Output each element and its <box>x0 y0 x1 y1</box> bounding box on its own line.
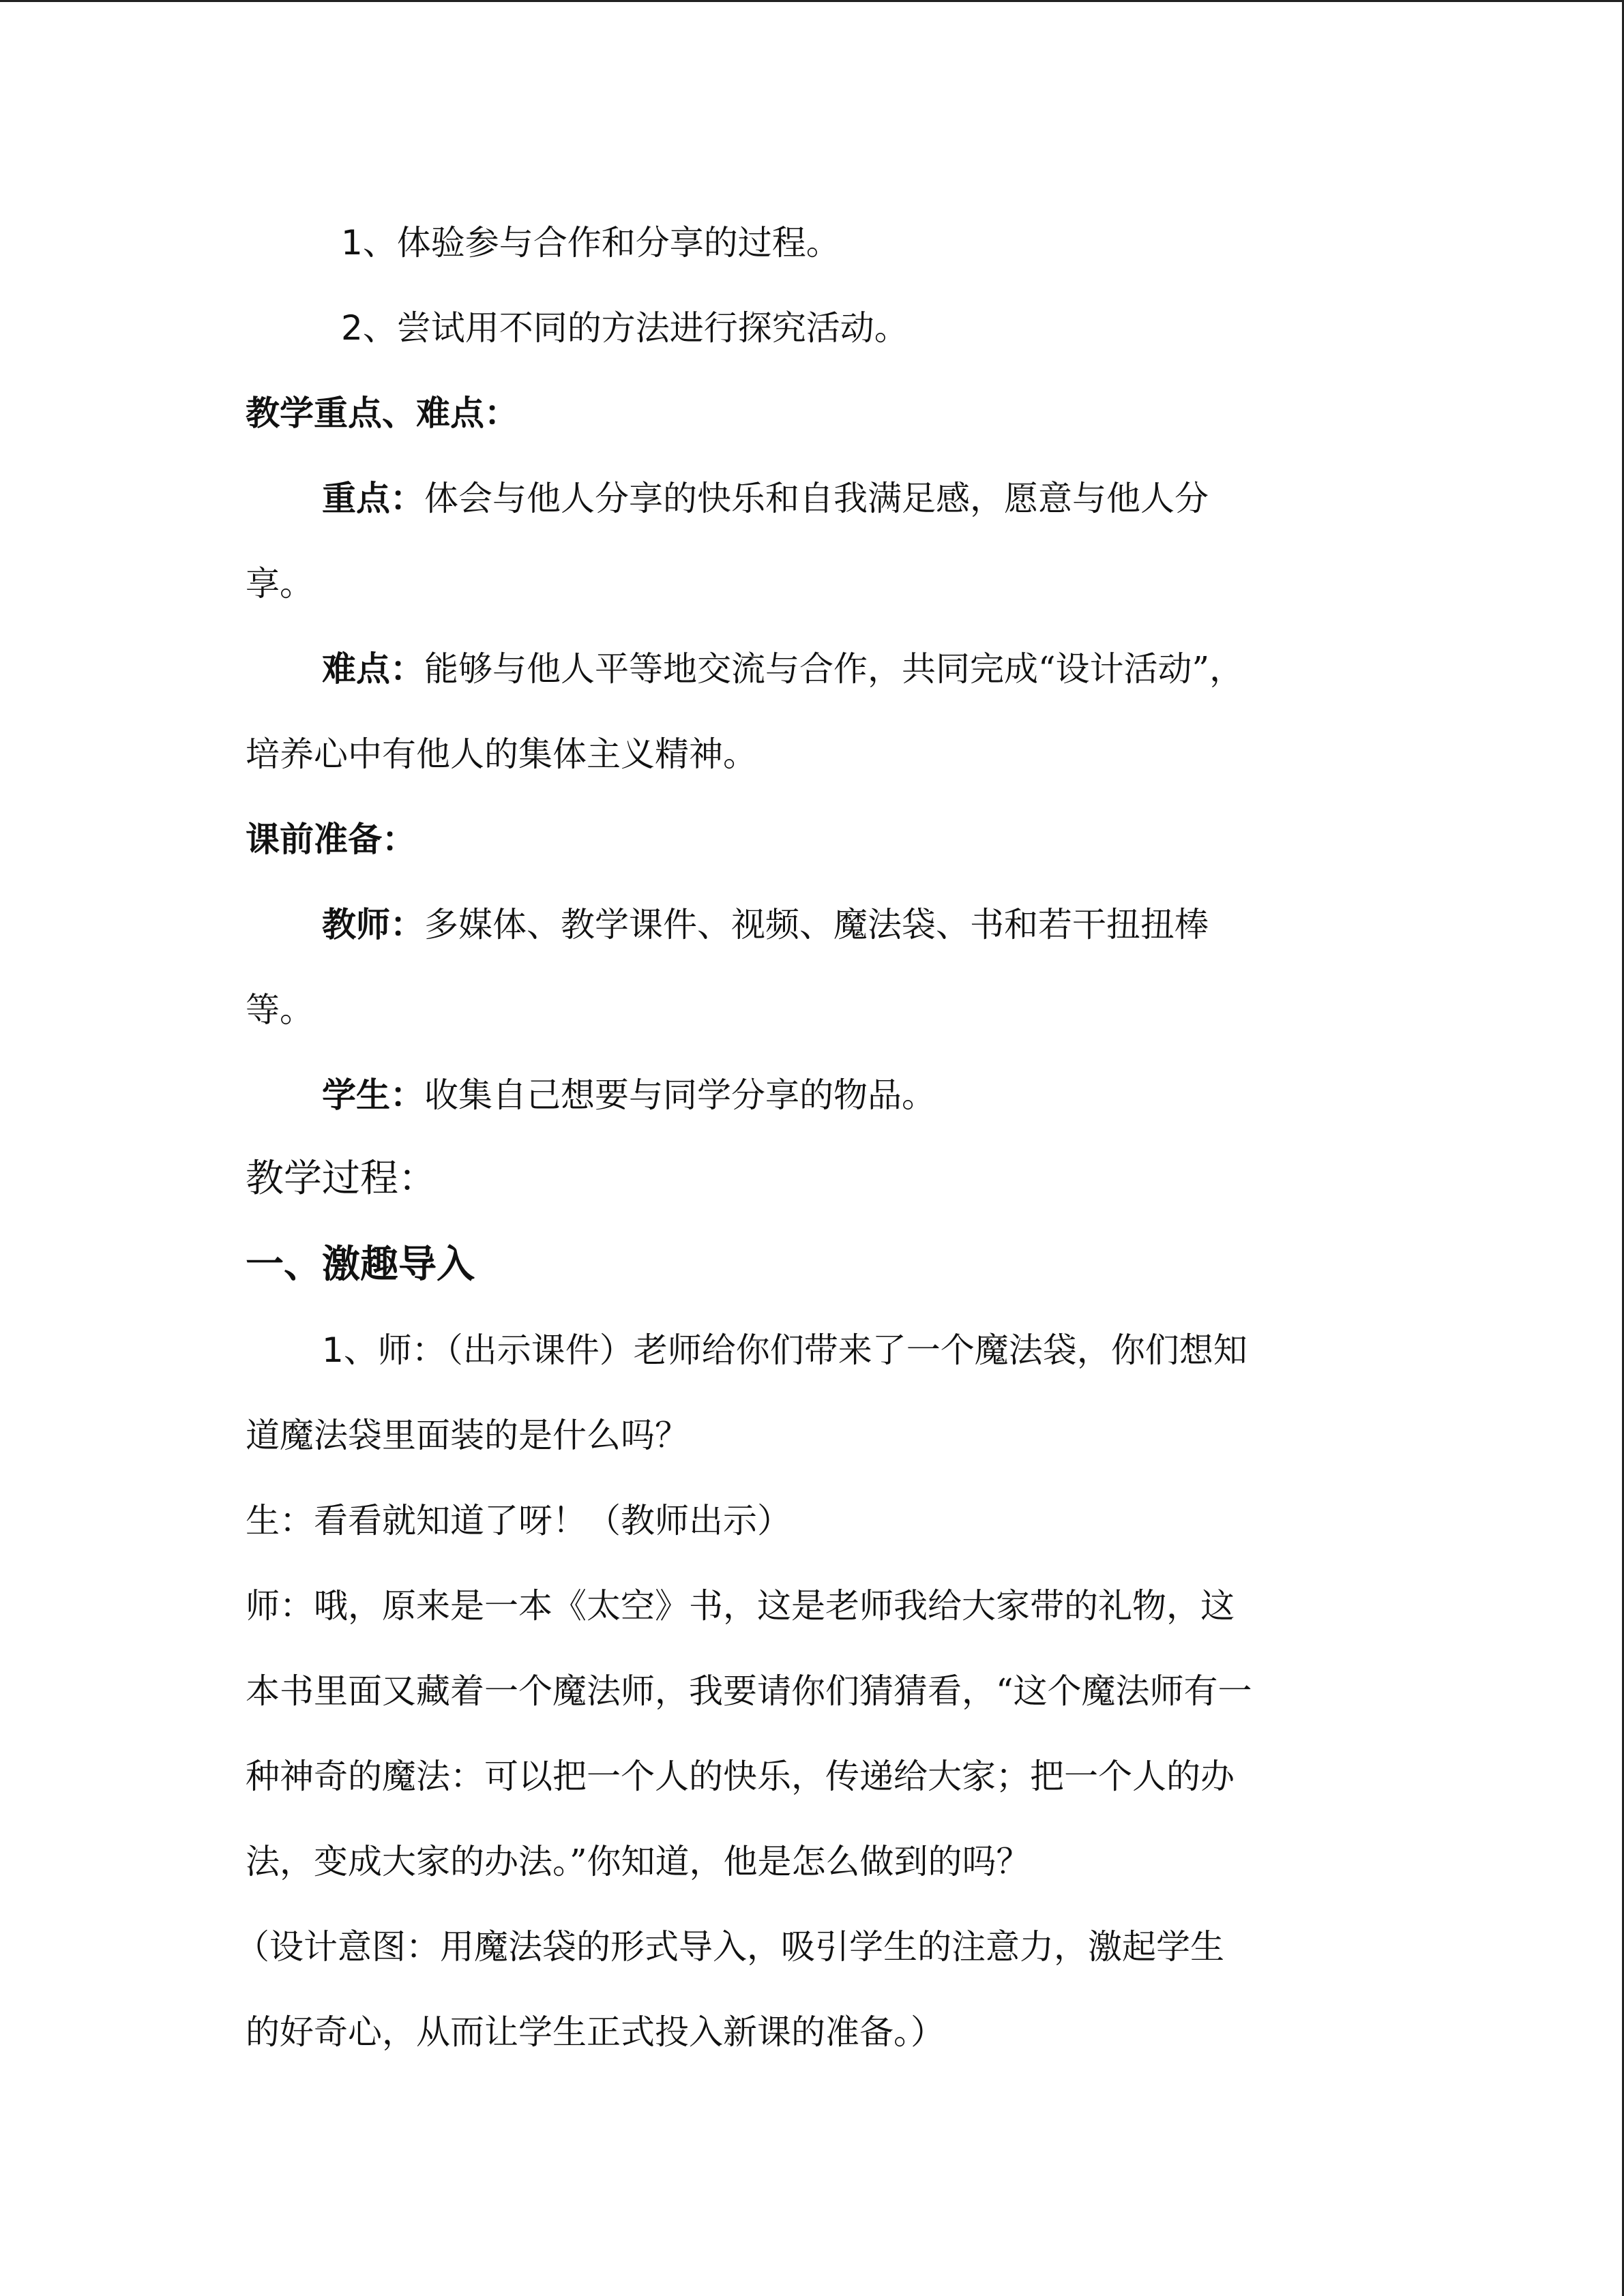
focus-paragraph <box>322 475 1495 522</box>
process-heading: 教学过程： <box>246 1157 437 1201</box>
step-1-number: 1 <box>322 1330 344 1370</box>
difficulty-text-2: 培养心中有他人的集体主义精神。 <box>246 734 757 774</box>
difficulty-text-1: 能够与他人平等地交流与合作，共同完成“设计活动”， <box>424 649 1244 689</box>
student-prep-text: 收集自己想要与同学分享的物品。 <box>424 1075 936 1115</box>
teacher-line-3: 种神奇的魔法：可以把一个人的快乐，传递给大家；把一个人的办 <box>246 1757 1235 1796</box>
focus-text-2: 享。 <box>246 564 314 603</box>
step-1-text-1: 、师：（出示课件）老师给你们带来了一个魔法袋，你们想知 <box>343 1330 1247 1370</box>
student-prep-label: 学生： <box>322 1075 424 1115</box>
teacher-line-1: 师：哦，原来是一本《太空》书，这是老师我给大家带的礼物，这 <box>246 1586 1235 1626</box>
student-reply: 生：看看就知道了呀！（教师出示） <box>246 1501 791 1540</box>
objective-1-text: 、体验参与合作和分享的过程。 <box>362 223 840 263</box>
objective-2-text: 、尝试用不同的方法进行探究活动。 <box>362 308 909 348</box>
preparation-heading: 课前准备： <box>246 819 416 859</box>
step-1-paragraph <box>322 1326 1495 1374</box>
focus-label: 重点： <box>322 478 424 518</box>
objective-1 <box>341 219 1514 267</box>
teacher-line-2: 本书里面又藏着一个魔法师，我要请你们猜猜看，“这个魔法师有一 <box>246 1671 1252 1711</box>
section-1-title: 一、激趣导入 <box>246 1242 475 1287</box>
focus-text-1: 体会与他人分享的快乐和自我满足感，愿意与他人分 <box>424 479 1209 518</box>
teacher-prep-text-1: 多媒体、教学课件、视频、魔法袋、书和若干扭扭棒 <box>424 905 1209 944</box>
step-1-text-2: 道魔法袋里面装的是什么吗？ <box>246 1416 689 1455</box>
difficulty-label: 难点： <box>322 648 424 689</box>
objective-2 <box>341 304 1514 352</box>
student-prep-paragraph <box>322 1071 1495 1119</box>
difficulty-paragraph <box>322 645 1495 693</box>
objective-2-number: 2 <box>341 308 363 348</box>
teacher-prep-label: 教师： <box>322 904 424 944</box>
objective-1-number: 1 <box>341 223 363 263</box>
design-intent-1: （设计意图：用魔法袋的形式导入，吸引学生的注意力，激起学生 <box>235 1927 1224 1967</box>
key-points-heading: 教学重点、难点： <box>246 393 518 433</box>
teacher-prep-paragraph <box>322 901 1495 949</box>
teacher-line-4: 法，变成大家的办法。”你知道，他是怎么做到的吗？ <box>246 1842 1031 1881</box>
design-intent-2: 的好奇心，从而让学生正式投入新课的准备。） <box>246 2012 945 2052</box>
teacher-prep-text-2: 等。 <box>246 990 314 1030</box>
